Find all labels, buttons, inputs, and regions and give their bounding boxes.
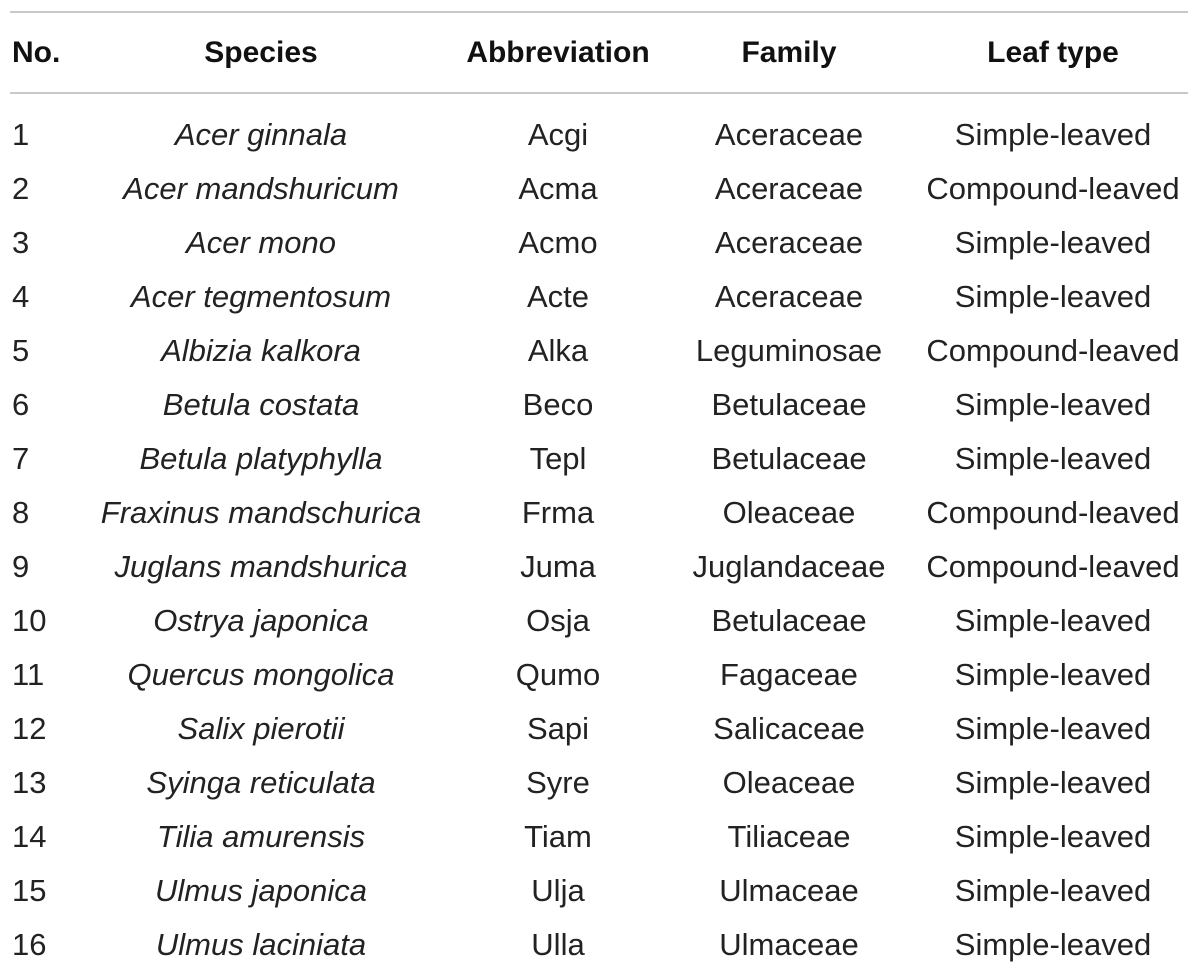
column-header-abbreviation: Abbreviation — [466, 36, 650, 69]
cell-family: Leguminosae — [695, 332, 883, 368]
table-row — [0, 215, 1200, 269]
cell-leaf-type: Simple-leaved — [954, 224, 1152, 260]
cell-leaf-type: Simple-leaved — [954, 278, 1152, 314]
table-row — [0, 377, 1200, 431]
table-top-rule — [10, 11, 1188, 13]
cell-family: Salicaceae — [713, 710, 865, 746]
table-header-row — [0, 25, 1200, 81]
cell-leaf-type: Simple-leaved — [954, 386, 1152, 422]
cell-leaf-type: Compound-leaved — [926, 494, 1180, 530]
cell-family: Aceraceae — [714, 278, 864, 314]
table-row — [0, 755, 1200, 809]
cell-species: Salix pierotii — [177, 710, 345, 746]
cell-leaf-type: Simple-leaved — [954, 872, 1152, 908]
table-row — [0, 107, 1200, 161]
cell-species: Quercus mongolica — [127, 656, 395, 692]
cell-abbreviation: Frma — [521, 494, 595, 530]
cell-leaf-type: Simple-leaved — [954, 602, 1152, 638]
cell-abbreviation: Osja — [526, 602, 590, 638]
column-header-species: Species — [204, 36, 318, 69]
cell-leaf-type: Simple-leaved — [954, 710, 1152, 746]
cell-species: Acer mandshuricum — [123, 170, 399, 206]
cell-family: Betulaceae — [711, 386, 867, 422]
cell-leaf-type: Compound-leaved — [926, 548, 1180, 584]
table-row — [0, 485, 1200, 539]
cell-no: 3 — [12, 224, 30, 260]
table-row — [0, 593, 1200, 647]
cell-no: 13 — [12, 764, 47, 800]
table-row — [0, 161, 1200, 215]
cell-species: Juglans mandshurica — [114, 548, 408, 584]
cell-leaf-type: Simple-leaved — [954, 764, 1152, 800]
cell-species: Acer mono — [186, 224, 336, 260]
cell-no: 12 — [12, 710, 47, 746]
cell-abbreviation: Acte — [526, 278, 590, 314]
cell-family: Oleaceae — [722, 494, 856, 530]
cell-family: Oleaceae — [722, 764, 856, 800]
cell-abbreviation: Juma — [520, 548, 596, 584]
cell-no: 6 — [12, 386, 30, 422]
cell-no: 4 — [12, 278, 30, 314]
cell-leaf-type: Compound-leaved — [926, 170, 1180, 206]
cell-abbreviation: Alka — [527, 332, 589, 368]
cell-species: Betula costata — [162, 386, 360, 422]
cell-species: Acer tegmentosum — [130, 278, 392, 314]
cell-leaf-type: Compound-leaved — [926, 332, 1180, 368]
cell-abbreviation: Acgi — [527, 116, 589, 152]
cell-abbreviation: Syre — [526, 764, 590, 800]
cell-species: Ulmus japonica — [155, 872, 367, 908]
cell-leaf-type: Simple-leaved — [954, 440, 1152, 476]
cell-abbreviation: Acma — [518, 170, 598, 206]
cell-species: Betula platyphylla — [139, 440, 383, 476]
column-header-leaf-type: Leaf type — [987, 36, 1119, 69]
table-row — [0, 809, 1200, 863]
cell-family: Betulaceae — [711, 440, 867, 476]
table-row — [0, 539, 1200, 593]
table-row — [0, 269, 1200, 323]
header-divider-rule — [10, 92, 1188, 94]
cell-family: Aceraceae — [714, 116, 864, 152]
cell-no: 14 — [12, 818, 47, 854]
cell-family: Betulaceae — [711, 602, 867, 638]
cell-no: 7 — [12, 440, 30, 476]
cell-no: 2 — [12, 170, 30, 206]
cell-family: Tiliaceae — [727, 818, 851, 854]
table-row — [0, 431, 1200, 485]
cell-family: Ulmaceae — [719, 872, 859, 908]
table-row — [0, 647, 1200, 701]
cell-abbreviation: Sapi — [526, 710, 590, 746]
table-row — [0, 917, 1200, 971]
table-row — [0, 863, 1200, 917]
cell-family: Aceraceae — [714, 170, 864, 206]
cell-no: 15 — [12, 872, 47, 908]
cell-species: Tilia amurensis — [156, 818, 366, 854]
cell-leaf-type: Simple-leaved — [954, 116, 1152, 152]
cell-species: Fraxinus mandschurica — [100, 494, 422, 530]
table-row — [0, 323, 1200, 377]
cell-species: Acer ginnala — [174, 116, 348, 152]
cell-no: 5 — [12, 332, 30, 368]
cell-abbreviation: Tiam — [524, 818, 592, 854]
column-header-no: No. — [12, 36, 61, 69]
table-row — [0, 701, 1200, 755]
cell-species: Albizia kalkora — [161, 332, 361, 368]
cell-no: 10 — [12, 602, 47, 638]
cell-abbreviation: Qumo — [515, 656, 601, 692]
cell-no: 11 — [12, 656, 45, 692]
cell-abbreviation: Acmo — [518, 224, 598, 260]
cell-abbreviation: Tepl — [529, 440, 587, 476]
cell-no: 1 — [12, 116, 30, 152]
cell-leaf-type: Simple-leaved — [954, 926, 1152, 962]
cell-abbreviation: Ulja — [531, 872, 585, 908]
cell-abbreviation: Beco — [522, 386, 594, 422]
cell-family: Ulmaceae — [719, 926, 859, 962]
cell-leaf-type: Simple-leaved — [954, 818, 1152, 854]
cell-no: 9 — [12, 548, 30, 584]
cell-family: Aceraceae — [714, 224, 864, 260]
cell-family: Juglandaceae — [692, 548, 886, 584]
cell-species: Ostrya japonica — [153, 602, 369, 638]
cell-family: Fagaceae — [720, 656, 858, 692]
cell-species: Syinga reticulata — [146, 764, 376, 800]
column-header-family: Family — [741, 36, 837, 69]
cell-leaf-type: Simple-leaved — [954, 656, 1152, 692]
cell-abbreviation: Ulla — [531, 926, 585, 962]
cell-no: 16 — [12, 926, 47, 962]
cell-no: 8 — [12, 494, 30, 530]
cell-species: Ulmus laciniata — [155, 926, 367, 962]
